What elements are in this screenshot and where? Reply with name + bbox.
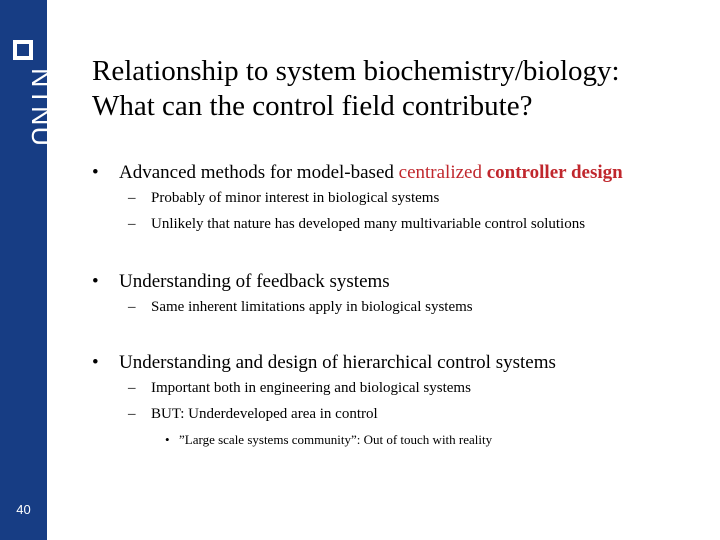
sub-bullet-marker: – <box>128 190 136 206</box>
sub-bullet-text: Unlikely that nature has developed many multivariable control solutions <box>151 216 586 232</box>
bullet-text-plain: Advanced methods for model-based <box>119 162 399 183</box>
sub-sub-bullet-text: ”Large scale systems community”: Out of touch with reality <box>179 432 493 447</box>
bullet-text <box>119 162 623 184</box>
logo-emblem-inner <box>17 44 29 56</box>
logo-wordmark: NTNU <box>26 68 56 147</box>
sub-bullet-text: Important both in engineering and biological systems <box>151 380 471 396</box>
slide-title-line-1: Relationship to system biochemistry/biology: <box>92 55 620 87</box>
slide-number: 40 <box>16 502 31 517</box>
bullet-text: Understanding and design of hierarchical control systems <box>119 352 556 373</box>
ntnu-logo <box>8 38 56 173</box>
sub-bullet-text: Same inherent limitations apply in biological systems <box>151 299 473 315</box>
sub-bullet-marker: – <box>128 406 136 422</box>
bullet-marker: • <box>92 162 99 183</box>
bullet-text-red: centralized <box>398 162 487 183</box>
slide-title <box>92 54 692 124</box>
sub-bullet-marker: – <box>128 216 136 232</box>
sub-bullet-text: BUT: Underdeveloped area in control <box>151 406 378 422</box>
slide-title-line-2: What can the control field contribute? <box>92 90 533 122</box>
bullet-text: Understanding of feedback systems <box>119 271 390 292</box>
sidebar <box>0 0 56 540</box>
sub-sub-bullet-marker: • <box>165 432 170 447</box>
bullet-text-red-bold: controller design <box>486 162 623 183</box>
bullet-marker: • <box>92 271 99 292</box>
sub-bullet-marker: – <box>128 380 136 396</box>
sub-bullet-marker: – <box>128 299 136 315</box>
bullet-marker: • <box>92 352 99 373</box>
ntnu-logo-icon <box>8 38 56 173</box>
sub-bullet-text: Probably of minor interest in biological systems <box>151 190 440 206</box>
